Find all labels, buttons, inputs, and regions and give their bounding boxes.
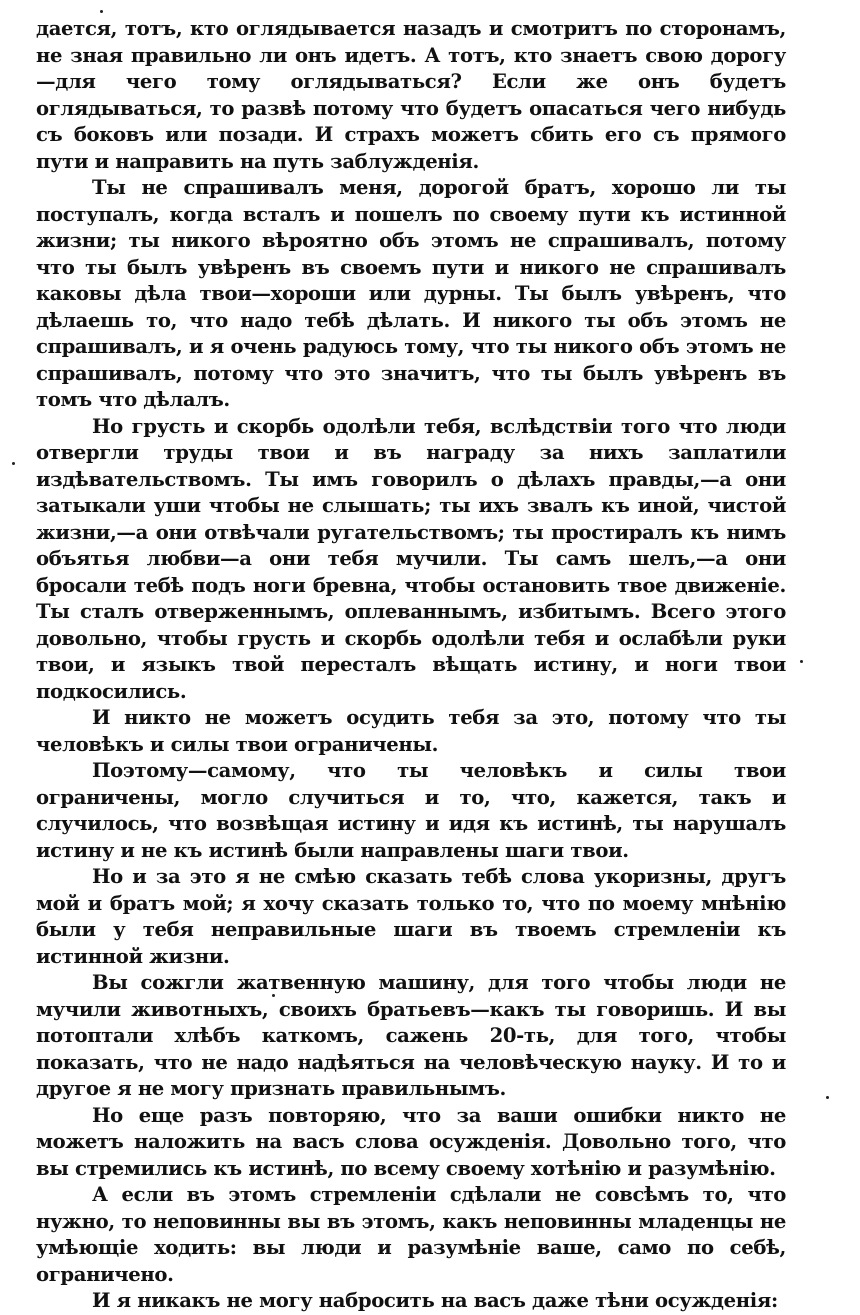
- paragraph-6: Но и за это я не смѣю сказать тебѣ слова укоризны, другъ мой и братъ мой; я хочу сказать только то, что по моему мнѣнію были у тебя неправильные шаги въ твоемъ стремленіи къ истинной жизни.: [36, 865, 786, 968]
- scan-speck: [100, 10, 103, 13]
- scan-speck: [272, 994, 275, 997]
- paragraph-2: Ты не спрашивалъ меня, дорогой братъ, хорошо ли ты поступалъ, когда всталъ и пошелъ по своему пути къ истинной жизни; ты никого вѣроятно объ этомъ не спрашивалъ, потому что ты былъ увѣренъ въ своемъ пути и никого не спрашивалъ каковы дѣла твои—хороши или дурны. Ты былъ увѣренъ, что дѣлаешь то, что надо тебѣ дѣлать. И никого ты объ этомъ не спрашивалъ, и я очень радуюсь тому, что ты никого объ этомъ не спрашивалъ, потому что это значитъ, что ты былъ увѣренъ въ томъ что дѣлалъ.: [36, 176, 786, 411]
- paragraph-8: Но еще разъ повторяю, что за ваши ошибки никто не можетъ наложить на васъ слова осужденія. Довольно того, что вы стремились къ истинѣ, по всему своему хотѣнію и разумѣнію.: [36, 1103, 786, 1180]
- paragraph-4: И никто не можетъ осудить тебя за это, потому что ты человѣкъ и силы твои ограничены.: [36, 706, 786, 756]
- paragraph-5: Поэтому—самому, что ты человѣкъ и силы твои ограничены, могло случиться и то, что, кажется, такъ и случилось, что возвѣщая истину и идя къ истинѣ, ты нарушалъ истину и не къ истинѣ были направлены шаги твои.: [36, 759, 786, 862]
- paragraph-10: И я никакъ не могу набросить на васъ даже тѣни осужденія:: [92, 1289, 778, 1312]
- body-text: [36, 16, 786, 1315]
- paragraph-3: Но грусть и скорбь одолѣли тебя, вслѣдствіи того что люди отвергли труды твои и въ награду за нихъ заплатили издѣвательствомъ. Ты имъ говорилъ о дѣлахъ правды,—а они затыкали уши чтобы не слышать; ты ихъ звалъ къ иной, чистой жизни,—а они отвѣчали ругательствомъ; ты простиралъ къ нимъ объятья любви—а они тебя мучили. Ты самъ шелъ,—а они бросали тебѣ подъ ноги бревна, чтобы остановить твое движеніе. Ты сталъ отверженнымъ, оплеваннымъ, избитымъ. Всего этого довольно, чтобы грусть и скорбь одолѣли тебя и ослабѣли руки твои, и языкъ твой пересталъ вѣщать истину, и ноги твои подкосились.: [36, 414, 786, 703]
- scan-speck: [800, 660, 803, 663]
- paragraph-7: Вы сожгли жатвенную машину, для того чтобы люди не мучили животныхъ, своихъ братьевъ—какъ ты говоришь. И вы потоптали хлѣбъ каткомъ, сажень 20-ть, для того, чтобы показать, что не надо надѣяться на человѣческую науку. И то и другое я не могу признать правильнымъ.: [36, 971, 786, 1100]
- scan-speck: [826, 1096, 829, 1099]
- paragraph-9: А если въ этомъ стремленіи сдѣлали не совсѣмъ то, что нужно, то неповинны вы въ этомъ, какъ неповинны младенцы не умѣющіе ходить: вы люди и разумѣніе ваше, само по себѣ, ограничено.: [36, 1183, 786, 1286]
- paragraph-1: дается, тотъ, кто оглядывается назадъ и смотритъ по сторонамъ, не зная правильно ли онъ идетъ. А тотъ, кто знаетъ свою дорогу—для чего тому оглядываться? Если же онъ будетъ оглядываться, то развѣ потому что будетъ опасаться чего нибудь съ боковъ или позади. И страхъ можетъ сбить его съ прямого пути и направить на путь заблужденія.: [36, 17, 786, 173]
- scan-speck: [12, 462, 15, 465]
